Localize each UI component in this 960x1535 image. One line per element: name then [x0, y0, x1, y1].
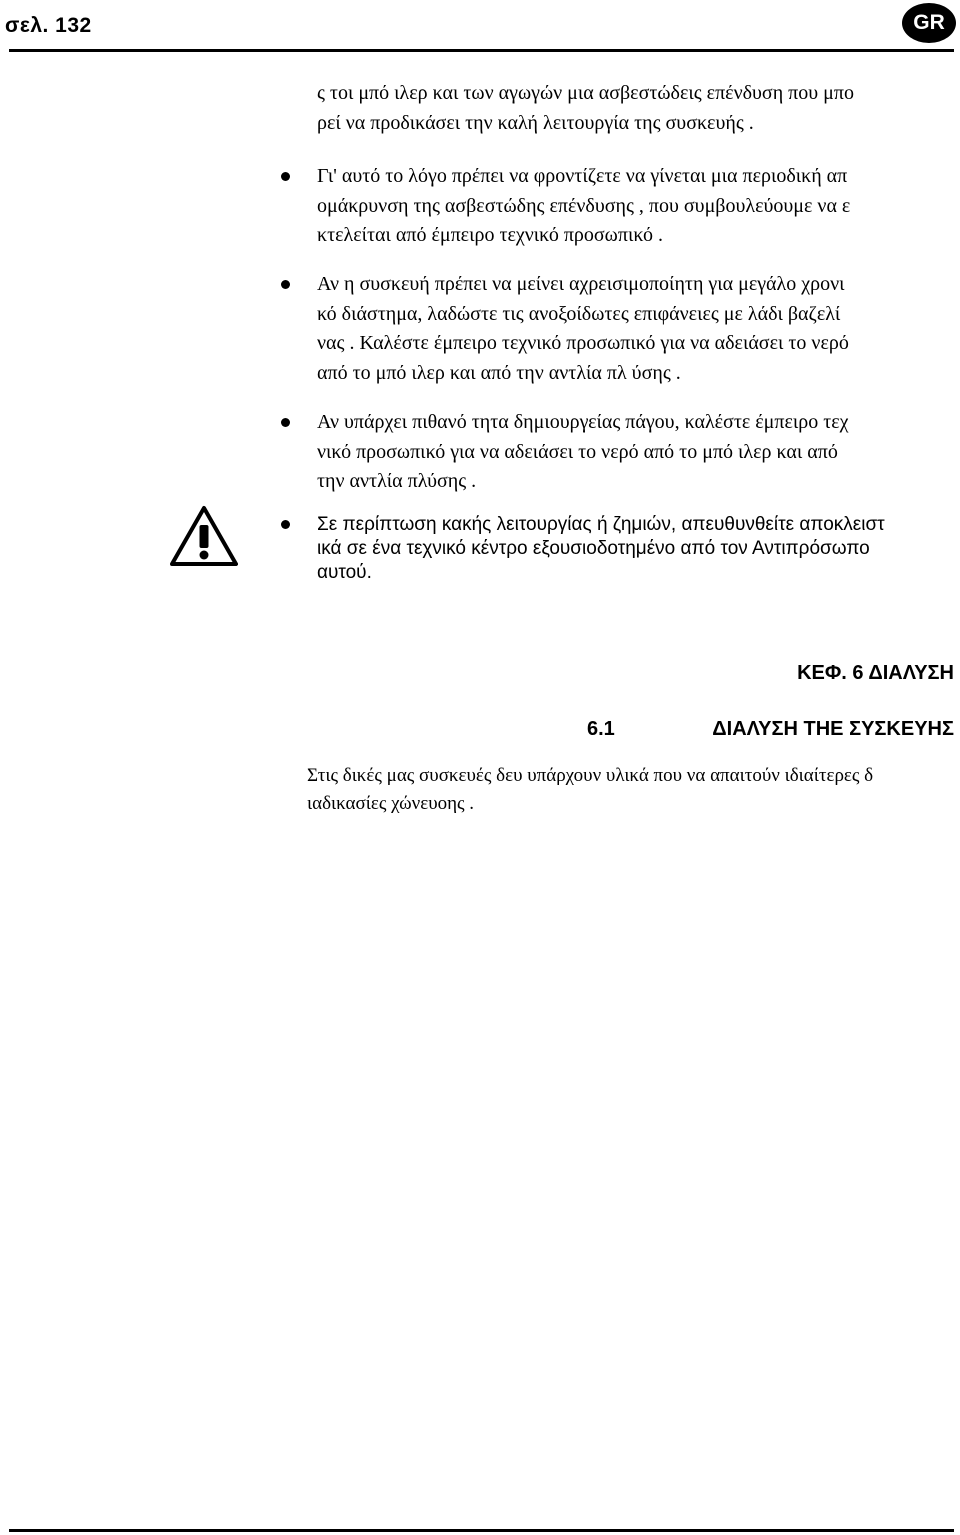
- text-line: κό διάστημα, λαδώστε τις ανοξοίδωτες επιφάνειες με λάδι βαζελί: [317, 302, 841, 325]
- bullet-dot: [281, 172, 290, 181]
- section-title: ΔΙΑΛΥΣΗ ΤΗΕ ΣΥΣΚΕΥΗΣ: [712, 718, 954, 740]
- bullet-item-frost: [317, 408, 957, 497]
- text-line: ομάκρυνση της ασβεστώδης επένδυσης , που συμβουλεύουμε να ε: [317, 194, 851, 217]
- disposal-paragraph: [307, 762, 873, 818]
- footer-divider: [9, 1529, 954, 1532]
- bullet-dot: [281, 520, 290, 529]
- language-badge: GR: [902, 3, 956, 43]
- text-line: Στις δικές μας συσκευές δευ υπάρχουν υλικά που να απαιτούν ιδιαίτερες δ: [307, 765, 874, 786]
- bullet-item-descaling: [317, 162, 957, 251]
- text-line: Αν υπάρχει πιθανό τητα δημιουργείας πάγου, καλέστε έμπειρο τεχ: [317, 411, 849, 433]
- warning-icon: [170, 505, 238, 567]
- bullet-item-malfunction: [317, 513, 957, 585]
- text-line: από το μπό ιλερ και από την αντλία πλ ύσης .: [317, 361, 681, 384]
- text-line: Γι' αυτό το λόγο πρέπει να φροντίζετε να γίνεται μια περιοδική απ: [317, 165, 848, 187]
- text-line: ικά σε ένα τεχνικό κέντρο εξουσιοδοτημένο από τον Αντιπρόσωπο: [317, 538, 870, 559]
- text-line: ρεί να προδικάσει την καλή λειτουργία της συσκευής .: [317, 111, 754, 134]
- chapter-heading: ΚΕΦ. 6 ΔΙΑΛΥΣΗ: [797, 662, 954, 684]
- bullet-dot: [281, 280, 290, 289]
- text-line: νας . Καλέστε έμπειρο τεχνικό προσωπικό για να αδειάσει το νερό: [317, 332, 849, 354]
- text-line: αυτού.: [317, 562, 372, 583]
- text-line: ιαδικασίες χώνευοης .: [307, 793, 475, 814]
- header-divider: [9, 49, 954, 52]
- text-line: νικό προσωπικό για να αδειάσει το νερό από το μπό ιλερ και από: [317, 440, 838, 463]
- text-line: Σε περίπτωση κακής λειτουργίας ή ζημιών, απευθυνθείτε αποκλειστ: [317, 514, 885, 535]
- text-line: Αν η συσκευή πρέπει να μείνει αχρεισιμοποίητη για μεγάλο χρονι: [317, 273, 845, 295]
- text-line: κτελείται από έμπειρο τεχνικό προσωπικό .: [317, 224, 663, 246]
- section-number: 6.1: [587, 718, 615, 740]
- bullet-dot: [281, 418, 290, 427]
- text-line: την αντλία πλύσης .: [317, 470, 477, 492]
- page-number: σελ. 132: [5, 14, 92, 37]
- bullet-item-long-inactivity: [317, 270, 957, 388]
- text-line: ς τοι μπό ιλερ και των αγωγών μια ασβεστώδεις επένδυση που μπο: [317, 82, 854, 104]
- intro-paragraph: [317, 79, 957, 138]
